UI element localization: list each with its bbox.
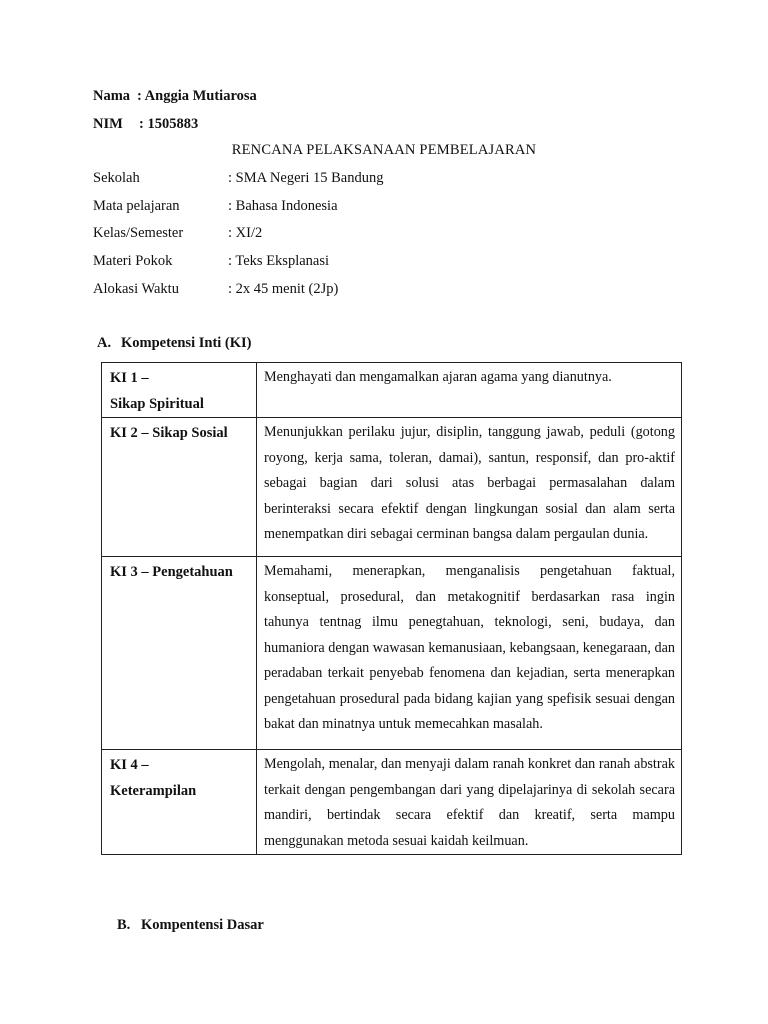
ki1-label-line1: KI 1 – <box>110 370 149 386</box>
ki1-description: Menghayati dan mengamalkan ajaran agama yang dianutnya. <box>257 363 682 418</box>
table-row <box>102 363 682 418</box>
name-value: : Anggia Mutiarosa <box>137 88 257 104</box>
ki1-label-line2: Sikap Spiritual <box>110 396 204 412</box>
info-label-school: Sekolah <box>93 170 140 186</box>
info-label-subject: Mata pelajaran <box>93 198 180 214</box>
info-value-class: : XI/2 <box>228 225 263 241</box>
ki4-description: Mengolah, menalar, dan menyaji dalam ranah konkret dan ranah abstrak terkait dengan pengembangan dari yang dipelajarinya di sekolah secara mandiri, bertindak secara efektif dan kreatif, serta mampu menggunakan metoda sesuai kaidah keilmuan. <box>257 750 682 855</box>
info-label-time: Alokasi Waktu <box>93 281 179 297</box>
ki3-label-cell <box>102 557 257 750</box>
info-value-topic: : Teks Eksplanasi <box>228 253 330 269</box>
ki3-label-line1: KI 3 – Pengetahuan <box>110 564 233 580</box>
table-row <box>102 750 682 855</box>
ki3-description: Memahami, menerapkan, menganalisis pengetahuan faktual, konseptual, prosedural, dan metakognitif berdasarkan rasa ingin tahunya tentnag ilmu penegtahuan, teknologi, seni, budaya, dan humaniora dengan wawasan kemanusiaan, kebangsaan, kenegaraan, dan peradaban terkait penyebab fenomena dan kejadian, serta menerapkan pengetahuan prosedural pada bidang kajian yang spefisik sesuai dengan bakat dan minatnya untuk memecahkan masalah. <box>257 557 682 750</box>
document-title: RENCANA PELAKSANAAN PEMBELAJARAN <box>231 142 537 158</box>
section-a-title: Kompetensi Inti (KI) <box>121 335 252 351</box>
ki4-label-line2: Keterampilan <box>110 783 197 799</box>
ki-table <box>101 362 682 855</box>
ki2-description: Menunjukkan perilaku jujur, disiplin, tanggung jawab, peduli (gotong royong, kerja sama, toleran, damai), santun, responsif, dan pro-aktif sebagai bagian dari solusi atas berbagai permasalahan dalam berinteraksi secara efektif dengan lingkungan sosial dan alam serta menempatkan diri sebagai cerminan bangsa dalam pergaulan dunia. <box>257 418 682 557</box>
info-value-school: : SMA Negeri 15 Bandung <box>228 170 384 186</box>
nim-label: NIM <box>93 116 123 132</box>
name-label: Nama <box>93 88 131 104</box>
table-row <box>102 557 682 750</box>
nim-value: : 1505883 <box>139 116 199 132</box>
info-label-class: Kelas/Semester <box>93 225 184 241</box>
info-label-topic: Materi Pokok <box>93 253 173 269</box>
section-b-title: Kompentensi Dasar <box>141 917 264 933</box>
ki4-label-line1: KI 4 – <box>110 757 149 773</box>
ki2-label-cell <box>102 418 257 557</box>
ki2-label-line1: KI 2 – Sikap Sosial <box>110 425 228 441</box>
info-value-subject: : Bahasa Indonesia <box>228 198 338 214</box>
ki4-label-cell <box>102 750 257 855</box>
info-value-time: : 2x 45 menit (2Jp) <box>228 281 339 297</box>
section-a-letter: A. <box>97 335 112 351</box>
ki1-label-cell <box>102 363 257 418</box>
section-b-letter: B. <box>117 917 131 933</box>
table-row <box>102 418 682 557</box>
